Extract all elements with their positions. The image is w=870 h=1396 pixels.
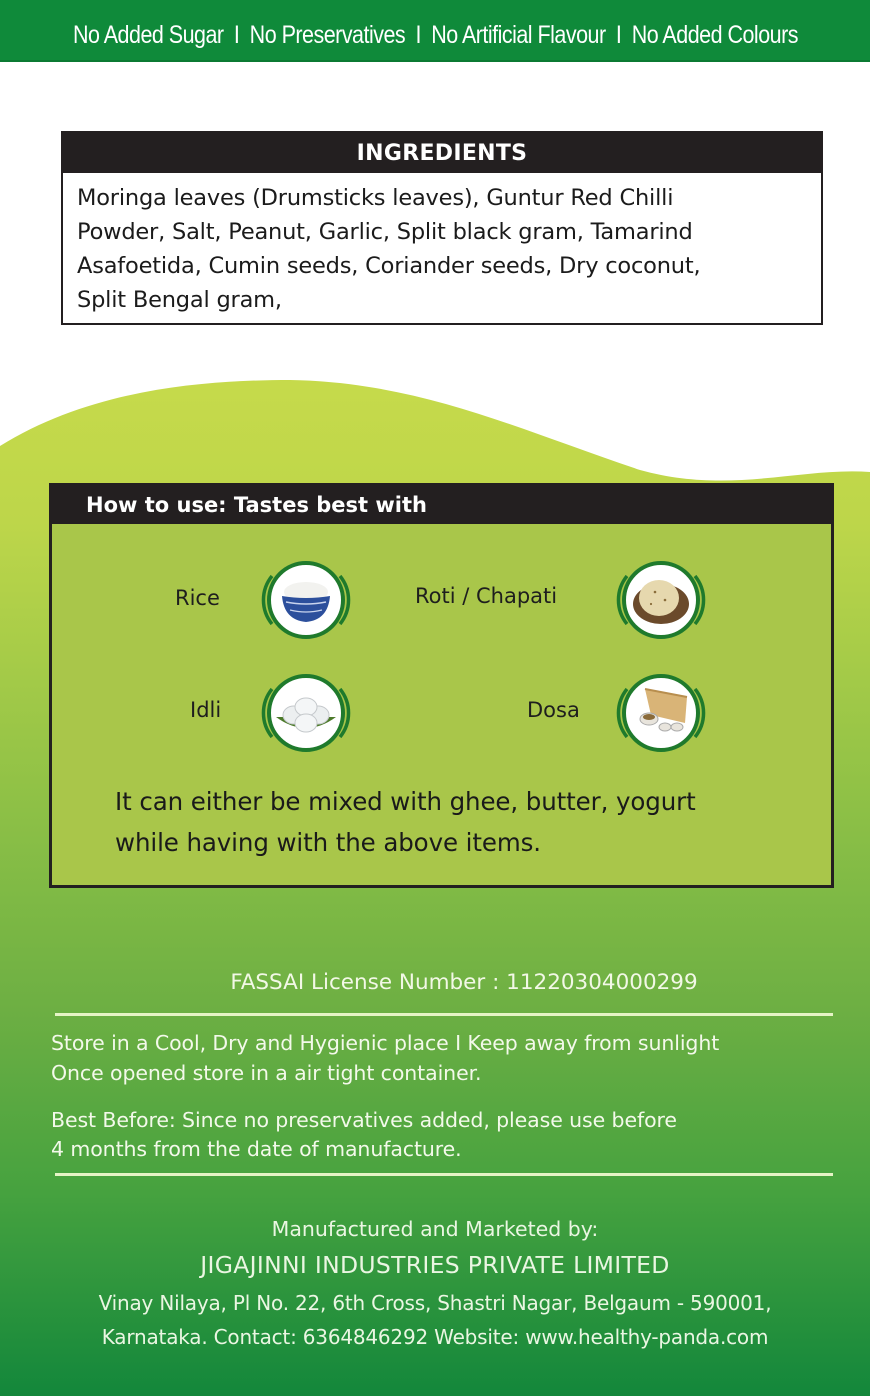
storage-line: Store in a Cool, Dry and Hygienic place I Keep away from sunlight	[51, 1031, 720, 1055]
food-label-dosa: Dosa	[527, 698, 580, 722]
food-label-idli: Idli	[190, 698, 222, 722]
claim-no-added-sugar: No Added Sugar	[72, 20, 224, 49]
ingredients-line: Powder, Salt, Peanut, Garlic, Split black gram, Tamarind	[77, 219, 693, 245]
claim-separator: I	[414, 20, 421, 49]
claim-no-added-colours: No Added Colours	[631, 20, 798, 49]
how-to-use-title: How to use: Tastes best with	[52, 486, 831, 524]
ingredients-box	[61, 131, 823, 325]
best-before-line: 4 months from the date of manufacture.	[51, 1137, 462, 1161]
manufacturer-address: Vinay Nilaya, Pl No. 22, 6th Cross, Shastri Nagar, Belgaum - 590001,	[98, 1291, 772, 1315]
storage-line: Once opened store in a air tight container.	[51, 1061, 482, 1085]
food-label-roti-chapati: Roti / Chapati	[415, 584, 558, 608]
divider-line	[55, 1013, 833, 1016]
usage-note-line: while having with the above items.	[115, 828, 541, 857]
usage-note	[115, 781, 696, 863]
ingredients-line: Split Bengal gram,	[77, 287, 282, 313]
divider-line	[55, 1173, 833, 1176]
roti-icon	[615, 554, 707, 646]
food-label-rice: Rice	[175, 586, 220, 610]
claim-no-preservatives: No Preservatives	[249, 20, 405, 49]
claim-separator: I	[615, 20, 621, 49]
manufacturer-contact: Karnataka. Contact: 6364846292 Website: www.healthy-panda.com	[101, 1325, 769, 1349]
ingredients-line: Moringa leaves (Drumsticks leaves), Guntur Red Chilli	[77, 185, 674, 211]
idli-icon	[260, 667, 352, 759]
ingredients-line: Asafoetida, Cumin seeds, Coriander seeds, Dry coconut,	[77, 253, 701, 279]
claims-text	[73, 21, 798, 50]
claim-no-artificial-flavour: No Artificial Flavour	[430, 20, 606, 49]
rice-bowl-icon	[260, 554, 352, 646]
claim-separator: I	[233, 20, 239, 49]
manufacturer-name: JIGAJINNI INDUSTRIES PRIVATE LIMITED	[200, 1251, 670, 1279]
dosa-icon	[615, 667, 707, 759]
usage-note-line: It can either be mixed with ghee, butter, yogurt	[115, 787, 696, 816]
how-to-use-panel	[49, 483, 834, 888]
best-before-line: Best Before: Since no preservatives added, please use before	[51, 1108, 677, 1132]
ingredients-title: INGREDIENTS	[63, 133, 821, 173]
ingredients-list	[63, 173, 821, 317]
license-number: FASSAI License Number : 11220304000299	[230, 970, 698, 995]
claims-banner	[0, 0, 870, 62]
manufacturer-label: Manufactured and Marketed by:	[271, 1217, 599, 1241]
